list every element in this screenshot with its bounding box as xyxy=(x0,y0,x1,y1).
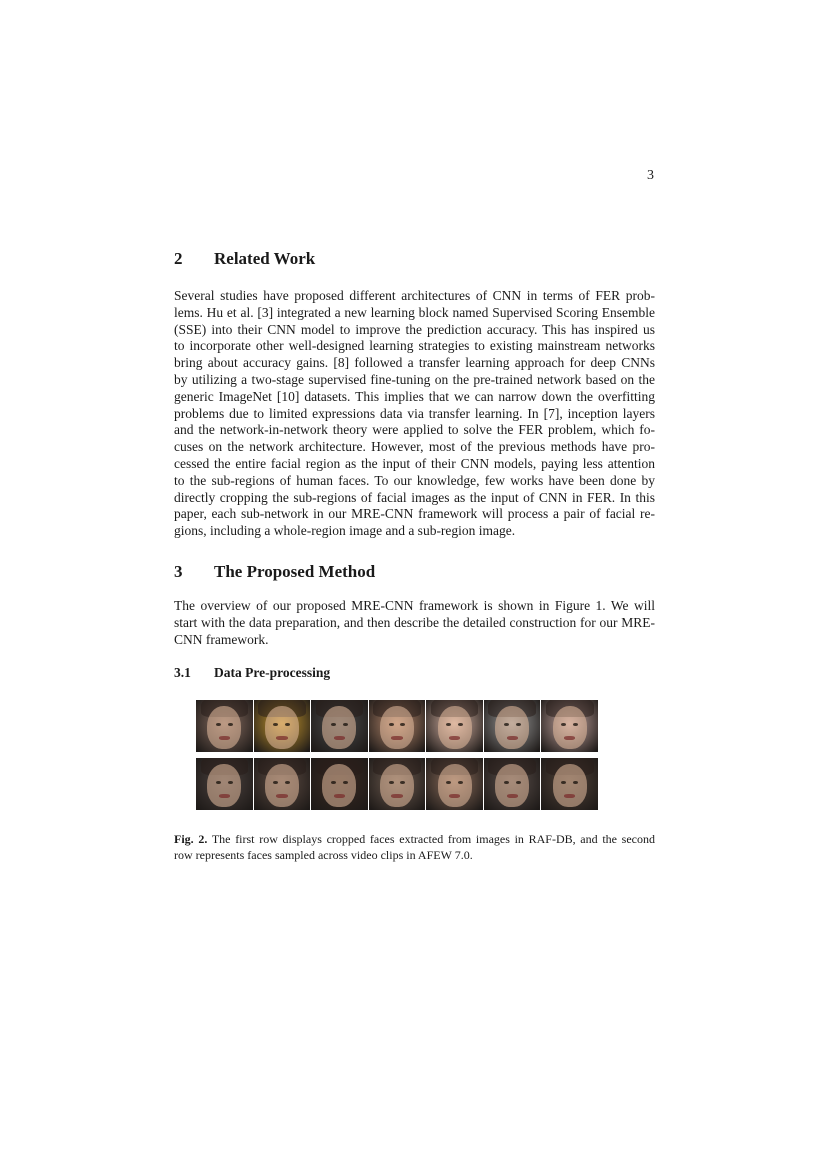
text-line: The overview of our proposed MRE-CNN framework is shown in Figure 1. We will xyxy=(174,598,655,613)
section-heading-proposed-method xyxy=(174,562,375,582)
face-image xyxy=(484,700,541,752)
subsection-heading-data-preprocessing xyxy=(174,665,330,681)
text-line: to incorporate other well-designed learning strategies to existing mainstream networks xyxy=(174,338,655,354)
face-image xyxy=(541,700,598,752)
caption-line xyxy=(174,832,655,848)
face-image xyxy=(426,758,483,810)
face-image xyxy=(369,700,426,752)
page-number: 3 xyxy=(647,168,654,183)
text-line: by utilizing a two-stage supervised fine-tuning on the pre-trained network based on the xyxy=(174,371,655,387)
face-image xyxy=(254,700,311,752)
face-row-raf-db xyxy=(196,700,598,752)
text-line: cessed the entire facial region as the input of their CNN models, paying less attention xyxy=(174,455,655,471)
text-line: lems. Hu et al. [3] integrated a new learning block named Supervised Scoring Ensemble xyxy=(174,304,655,320)
section-number: 3 xyxy=(174,562,183,581)
related-work-paragraph xyxy=(174,288,655,540)
text-line: and the network-in-network theory were applied to solve the FER problem, which fo- xyxy=(174,422,655,438)
text-line: (SSE) into their CNN model to improve the prediction accuracy. This has inspired us xyxy=(174,321,655,337)
face-image xyxy=(311,758,368,810)
caption-text: The first row displays cropped faces extracted from images in RAF-DB, and the second xyxy=(211,832,655,846)
text-line: generic ImageNet [10] datasets. This implies that we can narrow down the overfitting xyxy=(174,388,655,404)
face-image xyxy=(254,758,311,810)
subsection-number: 3.1 xyxy=(174,665,191,680)
face-image xyxy=(541,758,598,810)
figure-caption xyxy=(174,832,655,863)
text-line: CNN framework. xyxy=(174,631,269,647)
text-line: Several studies have proposed different architectures of CNN in terms of FER prob- xyxy=(174,288,655,303)
figure-label: Fig. 2. xyxy=(174,832,208,846)
text-line: problems due to limited expressions data via transfer learning. In [7], inception layers xyxy=(174,405,655,421)
face-image xyxy=(426,700,483,752)
subsection-title: Data Pre-processing xyxy=(214,665,331,680)
section-heading-related-work xyxy=(174,249,315,269)
text-line: directly cropping the sub-regions of facial images as the input of CNN in FER. In this xyxy=(174,489,655,505)
text-line: start with the data preparation, and then describe the detailed construction for our MRE- xyxy=(174,614,655,630)
text-line: gions, including a whole-region image and a sub-region image. xyxy=(174,523,516,539)
proposed-method-paragraph xyxy=(174,598,655,648)
face-image xyxy=(369,758,426,810)
face-image xyxy=(196,700,253,752)
face-image xyxy=(484,758,541,810)
face-image xyxy=(311,700,368,752)
section-title: Related Work xyxy=(214,249,316,268)
face-row-afew xyxy=(196,758,598,810)
section-title: The Proposed Method xyxy=(214,562,376,581)
text-line: bring about accuracy gains. [8] followed a transfer learning approach for deep CNNs xyxy=(174,355,655,371)
text-line: cuses on the network architecture. However, most of the previous methods have pro- xyxy=(174,439,655,455)
face-image xyxy=(196,758,253,810)
section-number: 2 xyxy=(174,249,183,268)
text-line: paper, each sub-network in our MRE-CNN framework will process a pair of facial re- xyxy=(174,506,655,522)
text-line: to the sub-regions of human faces. To our knowledge, few works have been done by xyxy=(174,472,655,488)
caption-line: row represents faces sampled across video clips in AFEW 7.0. xyxy=(174,847,473,862)
